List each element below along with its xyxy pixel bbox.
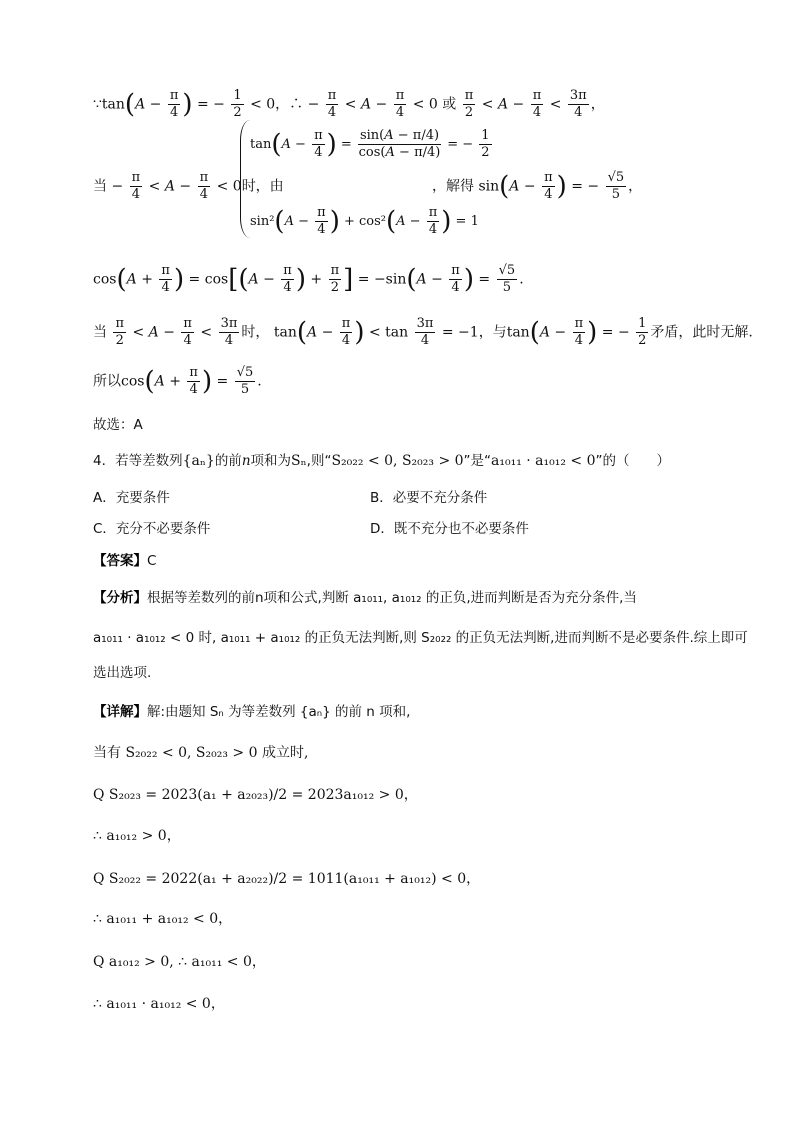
solution-line-3: cos(A + $\frac{\pi}{4}$ ) = cos[(A − $\frac{\pi}{4}$ ) + $\frac{\pi}{2}$ ] = −sin(A − $\frac{\pi}{4}$ ) = $\frac{√5}{5}$ .	[93, 263, 524, 295]
solution-line-4: 当 $\frac{\pi}{2}$ < A − $\frac{\pi}{4}$ < $\frac{3\pi}{4}$ 时， tan(A − $\frac{\pi}{4}$ ) < tan $\frac{3\pi}{4}$ = −1，与tan(A − $\frac{\pi}{4}$ ) = − $\frac{1}{2}$ 矛盾，此时无解.	[93, 316, 753, 348]
detail-line-3: Q S₂₀₂₃ = 2023(a₁ + a₂₀₂₃)/2 = 2023a₁₀₁₂ > 0，	[93, 787, 418, 803]
option-d: D．既不充分也不必要条件	[370, 521, 529, 537]
answer-line: 故选：A	[93, 417, 143, 433]
option-b: B．必要不充分条件	[370, 490, 488, 506]
analysis-line-1: 【分析】根据等差数列的前n项和公式,判断 a₁₀₁₁, a₁₀₁₂ 的正负,进而判断是否为充分条件,当	[93, 590, 637, 606]
detail-tag: 【详解】	[93, 704, 147, 720]
solution-line-2: 当 − $\frac{\pi}{4}$ < A − $\frac{\pi}{4}$ < 0时，由	[93, 170, 284, 202]
analysis-tag: 【分析】	[93, 590, 147, 606]
solution-line-5: 所以cos(A + $\frac{\pi}{4}$ ) = $\frac{√5}{5}$ .	[93, 365, 262, 397]
solution-line-2-result: ，解得 sin(A − $\frac{\pi}{4}$ ) = − $\frac{√5}{5}$ ，	[432, 170, 643, 202]
solution-line-1: ∵tan(A − $\frac{\pi}{4}$ ) = − $\frac{1}{2}$ < 0，∴ − $\frac{\pi}{4}$ < A − $\frac{\pi}{4}$ < 0 或 $\frac{\pi}{2}$ < A − $\frac{\pi}{4}$ < $\frac{3\pi}{4}$ ，	[93, 88, 605, 120]
answer-section: 【答案】C	[93, 553, 157, 569]
question-4-stem: 4．若等差数列{aₙ}的前n项和为Sₙ,则“S₂₀₂₂ < 0, S₂₀₂₃ > 0”是“a₁₀₁₁ · a₁₀₁₂ < 0”的（ ）	[93, 453, 671, 469]
option-a: A．充要条件	[93, 490, 170, 506]
analysis-line-3: 选出选项.	[93, 665, 152, 681]
detail-line-2: 当有 S₂₀₂₂ < 0, S₂₀₂₃ > 0 成立时,	[93, 745, 309, 761]
detail-line-7: Q a₁₀₁₂ > 0, ∴ a₁₀₁₁ < 0，	[93, 954, 266, 970]
detail-line-4: ∴ a₁₀₁₂ > 0，	[93, 828, 181, 844]
option-c: C．充分不必要条件	[93, 521, 211, 537]
detail-line-6: ∴ a₁₀₁₁ + a₁₀₁₂ < 0，	[93, 911, 233, 927]
detail-line-5: Q S₂₀₂₂ = 2022(a₁ + a₂₀₂₂)/2 = 1011(a₁₀₁₁ + a₁₀₁₂) < 0，	[93, 871, 481, 887]
detail-line-8: ∴ a₁₀₁₁ · a₁₀₁₂ < 0，	[93, 996, 225, 1012]
analysis-line-2: a₁₀₁₁ · a₁₀₁₂ < 0 时, a₁₀₁₁ + a₁₀₁₂ 的正负无法判断,则 S₂₀₂₂ 的正负无法判断,进而判断不是必要条件.综上即可	[93, 630, 748, 646]
answer-tag: 【答案】	[93, 553, 147, 569]
detail-line-1: 【详解】解:由题知 Sₙ 为等差数列 {aₙ} 的前 n 项和,	[93, 704, 411, 720]
system-equation-2: sin²(A − $\frac{\pi}{4}$ ) + cos²(A − $\frac{\pi}{4}$ ) = 1	[250, 205, 479, 237]
system-equation-1: tan(A − $\frac{\pi}{4}$ ) = $\frac{\sin(A - \pi/4)}{\cos(A - \pi/4)}$ = − $\frac{1}{2}$	[250, 128, 490, 160]
